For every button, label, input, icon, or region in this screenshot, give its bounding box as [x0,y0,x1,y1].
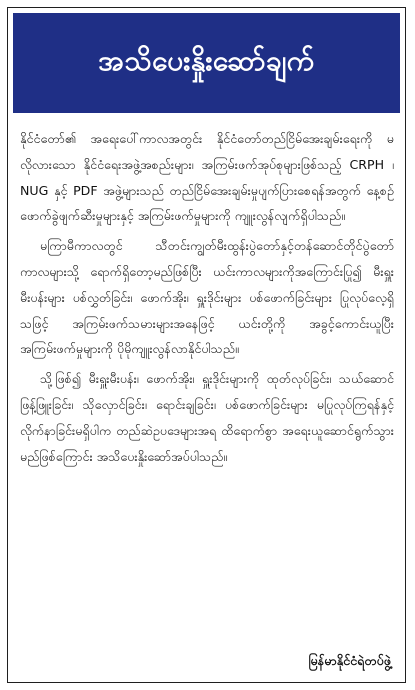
announcement-frame [7,7,406,683]
paragraph-2: မကြာမီကာလတွင် သီတင်းကျွတ်မီးထွန်းပွဲတော်နှင့်တန်ဆောင်တိုင်ပွဲတော်ကာလများသို့ ရောက်ရှိတော့မည်ဖြစ်ပြီး ယင်းကာလများကိုအကြောင်းပြု၍ မီးရှူးမီးပန်းများ ပစ်လွှတ်ခြင်း၊ ဖောက်အိုး၊ ရှူးဒိုင်းများ ပစ်ဖောက်ခြင်းများ ပြုလုပ်လေ့ရှိသဖြင့် အကြမ်းဖက်သမားများအနေဖြင့် ယင်းတို့ကို အခွင့်ကောင်းယူပြီး အကြမ်းဖက်မှုများကို ပိုမိုကျူးလွန်လာနိုင်ပါသည်။ [20,238,394,357]
paragraph-1: နိုင်ငံတော်၏ အရေးပေါ်ကာလအတွင်း နိုင်ငံတော်တည်ငြိမ်အေးချမ်းရေးကို မလိုလားသော နိုင်ငံရေးအဖွဲ့အစည်းများ၊ အကြမ်းဖက်အုပ်စုများဖြစ်သည့် CRPH ၊ NUG နှင့် PDF အဖွဲ့များသည် တည်ငြိမ်အေးချမ်းမှုပျက်ပြားစေရန်အတွက် နေ့စဉ်ဖောက်ခွဲဖျက်ဆီးမှုများနှင့် အကြမ်းဖက်မှုများကို ကျူးလွန်လျက်ရှိပါသည်။ [20,131,394,224]
paragraph-3: သို့ဖြစ်၍ မီးရှူးမီးပန်း၊ ဖောက်အိုး၊ ရှူးဒိုင်းများကို ထုတ်လုပ်ခြင်း၊ သယ်ဆောင်ဖြန့်ဖြူးခြင်း၊ သိုလှောင်ခြင်း၊ ရောင်းချခြင်း၊ ပစ်ဖောက်ခြင်းများ မပြုလုပ်ကြရန်နှင့် လိုက်နာခြင်းမရှိပါက တည်ဆဲဥပဒေများအရ ထိရောက်စွာ အရေးယူဆောင်ရွက်သွားမည်ဖြစ်ကြောင်း အသိပေးနှိုးဆော်အပ်ပါသည်။ [20,371,394,464]
announcement-body [20,126,394,473]
signature: မြန်မာနိုင်ငံရဲတပ်ဖွဲ့ [308,653,391,668]
page-title: အသိပေးနှိုးဆော်ချက် [98,44,315,77]
title-banner [13,13,400,113]
